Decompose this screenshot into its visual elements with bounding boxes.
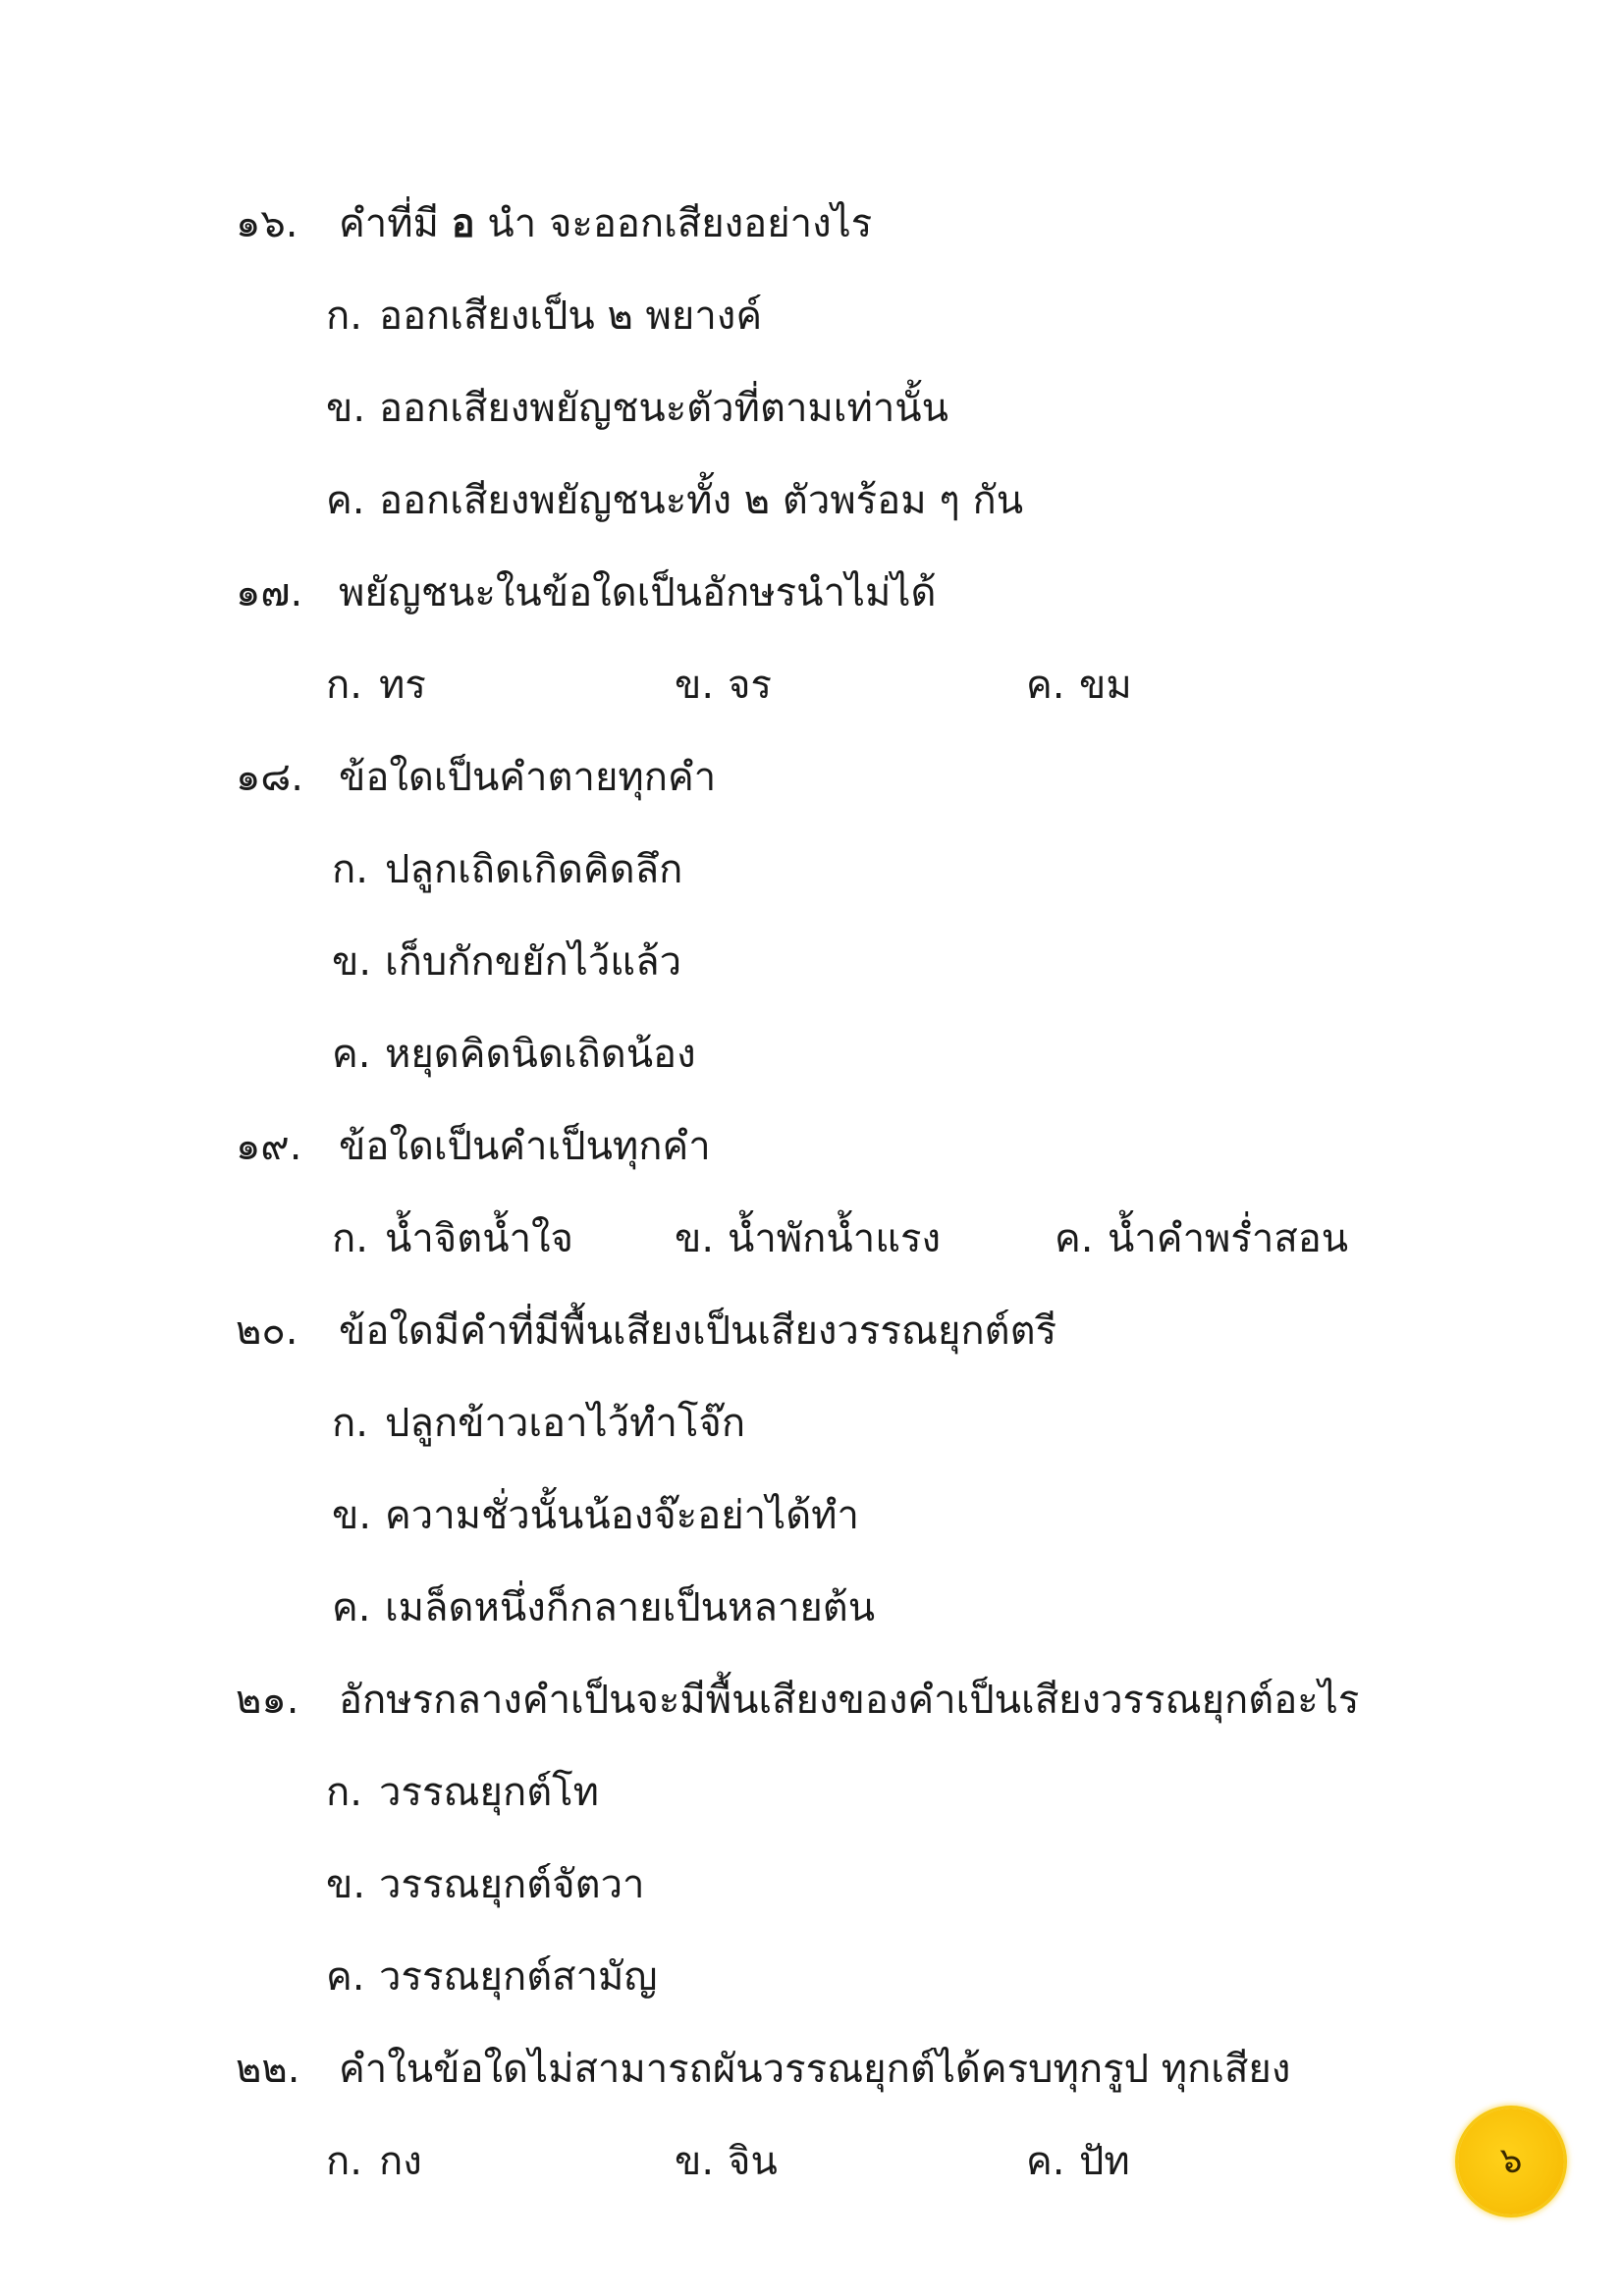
question-text: ข้อใดเป็นคำตายทุกคำ: [339, 755, 717, 800]
option-16-a: [326, 281, 762, 351]
question-17: [236, 558, 937, 628]
question-18: [236, 742, 716, 813]
option-22-c: ค. ปัท: [1026, 2139, 1130, 2184]
option-text: ออกเสียงเป็น ๒ พยางค์: [379, 294, 763, 339]
question-number: ๑๗.: [236, 570, 303, 615]
option-18-c: [332, 1019, 696, 1090]
option-17-a: ก. ทร: [326, 663, 426, 708]
question-number: ๑๙.: [236, 1124, 302, 1169]
question-number: ๒๑.: [236, 1678, 299, 1723]
option-letter: ก.: [332, 847, 368, 892]
question-text: คำที่มี อ นำ จะออกเสียงอย่างไร: [339, 201, 873, 246]
option-text: หยุดคิดนิดเถิดน้อง: [385, 1032, 696, 1077]
page-number-badge: ๖: [1458, 2109, 1564, 2215]
option-text: ออกเสียงพยัญชนะทั้ง ๒ ตัวพร้อม ๆ กัน: [379, 478, 1024, 523]
option-letter: ข.: [326, 1862, 366, 1907]
option-17-b: ข. จร: [675, 663, 772, 708]
question-20: [236, 1296, 1056, 1366]
question-number: ๒๒.: [236, 2047, 300, 2092]
question-text: ข้อใดมีคำที่มีพื้นเสียงเป็นเสียงวรรณยุกต์ตรี: [339, 1308, 1057, 1354]
option-18-a: [332, 834, 682, 905]
options-row-19: [332, 1203, 1412, 1274]
option-letter: ค.: [332, 1585, 371, 1630]
option-text: ความชั่วนั้นน้องจ๊ะอย่าได้ทำ: [385, 1493, 860, 1538]
option-text: ปลูกข้าวเอาไว้ทำโจ๊ก: [385, 1401, 746, 1446]
option-19-c: ค. น้ำคำพร่ำสอน: [1055, 1216, 1349, 1261]
question-text: พยัญชนะในข้อใดเป็นอักษรนำไม่ได้: [339, 570, 937, 615]
question-number: ๑๘.: [236, 755, 303, 800]
option-text: เก็บกักขยักไว้แล้ว: [385, 939, 682, 985]
question-19: [236, 1111, 711, 1182]
option-19-b: ข. น้ำพักน้ำแรง: [675, 1216, 941, 1261]
question-text: คำในข้อใดไม่สามารถผันวรรณยุกต์ได้ครบทุกรูป ทุกเสียง: [339, 2047, 1291, 2092]
question-number: ๑๖.: [236, 201, 298, 246]
question-22: [236, 2034, 1290, 2105]
option-20-a: [332, 1388, 745, 1459]
options-row-17: [326, 650, 1308, 721]
option-text: วรรณยุกต์โท: [379, 1770, 600, 1815]
option-letter: ก.: [332, 1401, 368, 1446]
option-20-b: [332, 1480, 859, 1551]
option-18-b: [332, 927, 681, 997]
options-row-22: [326, 2126, 1308, 2197]
option-16-b: [326, 373, 948, 444]
option-text: ปลูกเถิดเกิดคิดลึก: [385, 847, 683, 892]
option-21-c: [326, 1942, 658, 2012]
option-letter: ข.: [332, 939, 372, 985]
option-17-c: ค. ขม: [1026, 663, 1132, 708]
question-text: อักษรกลางคำเป็นจะมีพื้นเสียงของคำเป็นเสียงวรรณยุกต์อะไร: [339, 1678, 1360, 1723]
question-16: [236, 188, 872, 259]
option-letter: ข.: [332, 1493, 372, 1538]
option-letter: ก.: [326, 1770, 362, 1815]
option-text: วรรณยุกต์สามัญ: [379, 1954, 658, 2000]
option-21-a: [326, 1757, 599, 1828]
option-letter: ค.: [326, 478, 365, 523]
question-bold-letter: อ: [451, 201, 475, 246]
question-text: ข้อใดเป็นคำเป็นทุกคำ: [339, 1124, 711, 1169]
option-20-c: [332, 1573, 875, 1643]
option-text: วรรณยุกต์จัตวา: [379, 1862, 645, 1907]
option-letter: ก.: [326, 294, 362, 339]
question-number: ๒๐.: [236, 1308, 298, 1354]
option-19-a: ก. น้ำจิตน้ำใจ: [332, 1216, 573, 1261]
option-22-b: ข. จิน: [675, 2139, 778, 2184]
option-22-a: ก. กง: [326, 2139, 422, 2184]
question-21: [236, 1665, 1359, 1735]
option-16-c: [326, 465, 1023, 536]
option-21-b: [326, 1849, 645, 1920]
option-text: ออกเสียงพยัญชนะตัวที่ตามเท่านั้น: [379, 386, 948, 431]
option-letter: ค.: [326, 1954, 365, 2000]
option-letter: ค.: [332, 1032, 371, 1077]
option-text: เมล็ดหนึ่งก็กลายเป็นหลายต้น: [385, 1585, 876, 1630]
option-letter: ข.: [326, 386, 366, 431]
